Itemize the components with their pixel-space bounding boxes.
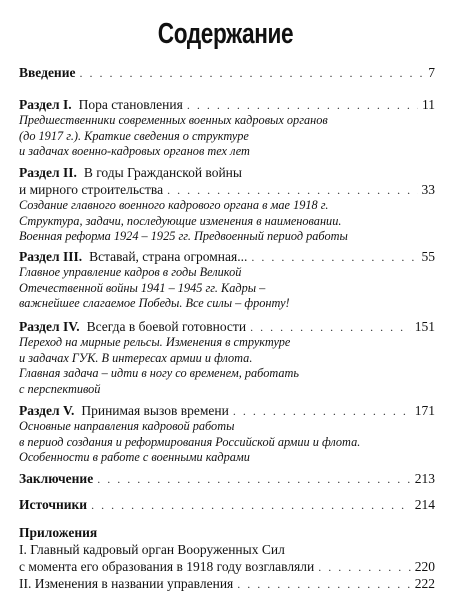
section-label: Раздел IV. <box>19 319 80 334</box>
section-description-line: Переход на мирные рельсы. Изменения в структуре <box>19 335 291 349</box>
dot-leader <box>187 97 418 114</box>
toc-entry-sources[interactable] <box>19 496 435 513</box>
dot-leader <box>233 403 411 420</box>
page-number: 7 <box>428 65 435 80</box>
page-number: 171 <box>414 403 435 418</box>
section-description-line: и задачах военно-кадровых органов тех лет <box>19 144 250 158</box>
section-label: Раздел V. <box>19 403 75 418</box>
page-number: 213 <box>414 471 435 486</box>
dot-leader <box>91 497 411 514</box>
entry-label: Заключение <box>19 471 94 486</box>
dot-leader <box>251 249 417 266</box>
page-number: 214 <box>414 497 435 512</box>
toc-entry-section-3[interactable] <box>19 248 435 312</box>
appendix-item-1[interactable] <box>19 558 435 575</box>
entry-label: Источники <box>19 497 88 512</box>
page-number: 220 <box>414 559 435 574</box>
section-description-line: Главное управление кадров в годы Великой <box>19 265 242 279</box>
section-description-line: Отечественной войны 1941 – 1945 гг. Кадры – <box>19 280 266 295</box>
appendix-item-1-line1[interactable]: I. Главный кадровый орган Вооруженных Сил <box>19 542 285 557</box>
section-label: Раздел II. <box>19 165 77 180</box>
section-description-line: важнейшее слагаемое Победы. Все силы – фронту! <box>19 296 290 310</box>
page-number: 151 <box>414 319 435 334</box>
dot-leader <box>318 559 411 576</box>
section-title-continued: и мирного строительства <box>19 182 164 197</box>
page-number: 33 <box>421 182 435 197</box>
section-description-line: Предшественники современных военных кадровых органов <box>19 113 328 127</box>
toc-entry-section-4[interactable] <box>19 318 435 397</box>
section-description-line: Военная реформа 1924 – 1925 гг. Предвоенный период работы <box>19 229 348 243</box>
section-description-line: Создание главного военного кадрового органа в мае 1918 г. <box>19 198 329 212</box>
section-description-line: Главная задача – идти в ногу со временем, работать <box>19 366 299 380</box>
page-number: 55 <box>421 249 435 264</box>
section-description-line: с перспективой <box>19 381 101 396</box>
section-description-line: (до 1917 г.). Краткие сведения о структуре <box>19 128 249 143</box>
section-title: Принимая вызов времени <box>81 403 229 418</box>
section-description-line: в период создания и реформирования Российской армии и флота. <box>19 434 361 449</box>
section-title: Вставай, страна огромная... <box>89 249 248 264</box>
toc-entry-section-1[interactable] <box>19 96 435 160</box>
page-number: 11 <box>422 97 435 112</box>
appendix-item-2-line1: II. Изменения в названии управления <box>19 576 234 591</box>
appendix-heading: Приложения <box>19 525 98 540</box>
section-description-line: и задачах ГУК. В интересах армии и флота. <box>19 350 253 365</box>
dot-leader <box>250 319 411 336</box>
section-description-line: Особенности в работе с военными кадрами <box>19 450 250 464</box>
dot-leader <box>79 65 424 82</box>
toc-entry-section-2[interactable] <box>19 164 435 245</box>
section-description-line: Основные направления кадровой работы <box>19 419 235 433</box>
toc-entry-appendix <box>19 524 435 592</box>
section-label: Раздел III. <box>19 249 83 264</box>
section-title: Пора становления <box>78 97 183 112</box>
section-label: Раздел I. <box>19 97 72 112</box>
page-title: Содержание <box>157 18 294 50</box>
section-title: Всегда в боевой готовности <box>86 319 247 334</box>
appendix-item-2[interactable] <box>19 575 435 592</box>
dot-leader <box>97 471 411 488</box>
entry-label: Введение <box>19 65 76 80</box>
page-number: 222 <box>414 576 435 591</box>
toc-entry-conclusion[interactable] <box>19 470 435 487</box>
dot-leader <box>167 182 417 199</box>
section-description-line: Структура, задачи, последующие изменения в наименовании. <box>19 213 342 228</box>
section-title: В годы Гражданской войны <box>83 165 242 180</box>
toc-entry-section-5[interactable] <box>19 402 435 466</box>
toc-entry-intro[interactable] <box>19 64 435 81</box>
appendix-item-1-line2: с момента его образования в 1918 году возглавляли <box>19 559 315 574</box>
dot-leader <box>237 576 410 593</box>
